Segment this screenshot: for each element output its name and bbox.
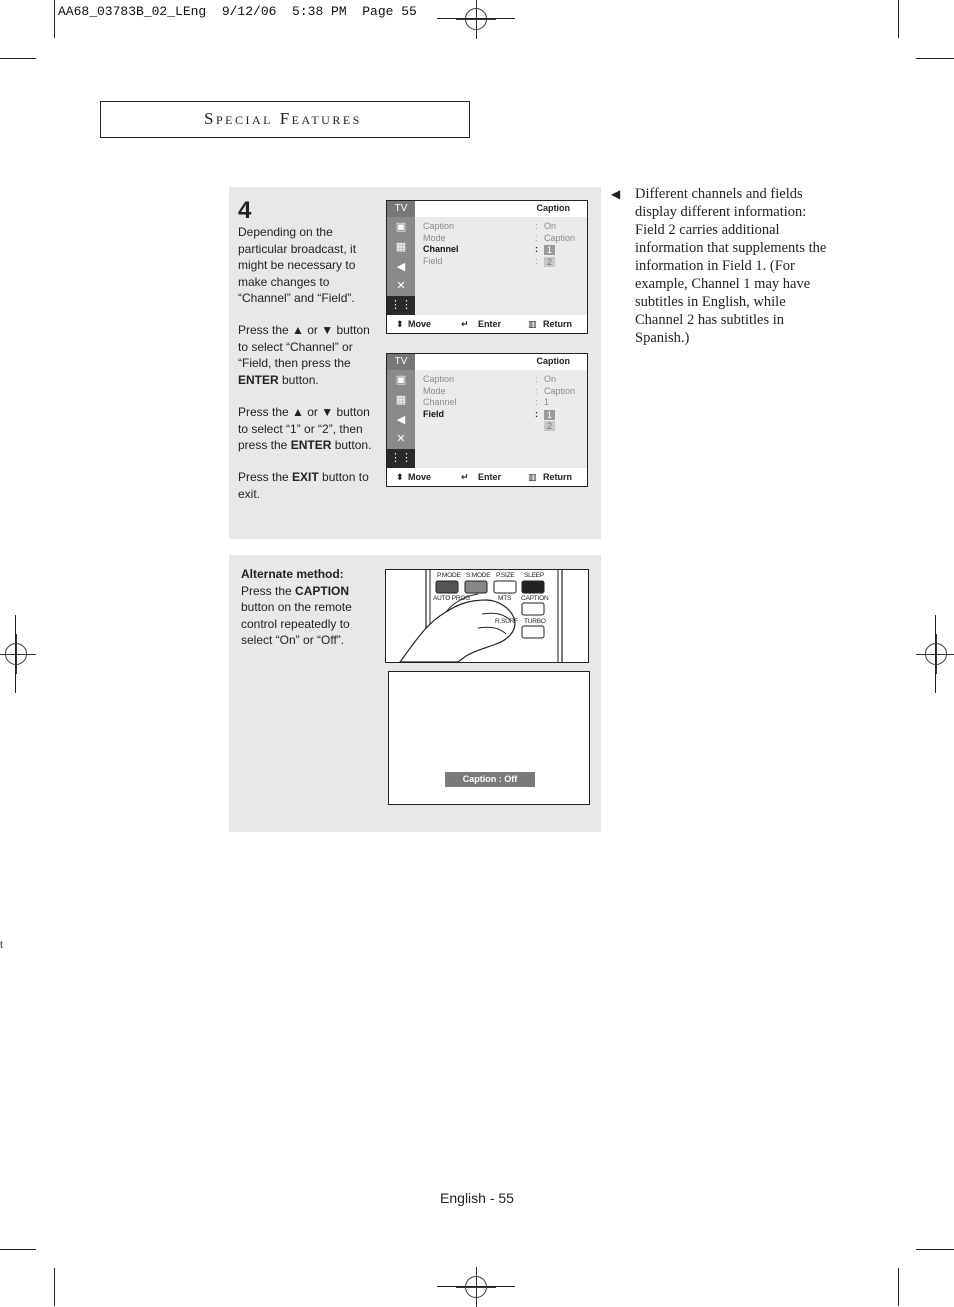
row-channel-value: 1 [544,397,550,407]
enter-icon: ↵ [461,472,469,482]
row-mode-label: Mode [423,386,446,396]
osd-footer [387,317,587,333]
return-icon: ▥ [528,472,537,482]
page-number: English - 55 [440,1190,514,1206]
row-channel-label: Channel [423,244,459,254]
crop-mark [898,0,899,38]
move-icon: ⬍ [396,472,404,482]
step-paragraph-4: Press the EXIT button to exit. [238,470,369,501]
row-colon: : [535,244,538,254]
row-colon: : [535,397,538,407]
remote-key-caption: CAPTION [521,595,549,602]
bullet-arrow-icon: ◀ [611,187,621,201]
step-paragraph-3: Press the ▲ or ▼ button to select “1” or “2”, then press the ENTER button. [238,405,372,452]
crop-mark [54,0,55,38]
osd-menu-field [386,353,588,487]
move-label: Move [408,319,432,329]
alternate-heading: Alternate method: [241,567,344,581]
crop-mark [898,1268,899,1306]
step-paragraph-1: Depending on the particular broadcast, it might be necessary to make changes to “Channel” and “Field”. [238,225,357,305]
step-number: 4 [238,197,252,224]
row-channel-label: Channel [423,397,457,407]
row-colon: : [535,374,538,384]
enter-label: Enter [478,472,502,482]
caption-status-banner: Caption : Off [445,772,535,787]
osd-sidebar [387,370,415,468]
step-paragraph-2: Press the ▲ or ▼ button to select “Channel” or “Field, then press the ENTER button. [238,323,370,387]
osd-header: Caption [536,203,570,213]
remote-key-sleep: SLEEP [524,572,544,579]
print-slug: AA68_03783B_02_LEng 9/12/06 5:38 PM Page 55 [58,4,417,19]
channel-option-2: 2 [544,257,555,267]
row-caption-value: On [544,374,557,384]
remote-illustration [385,569,589,663]
registration-mark [465,1276,487,1298]
row-colon: : [535,386,538,396]
row-caption-label: Caption [423,374,455,384]
return-icon: ▥ [528,319,537,329]
return-label: Return [543,319,572,329]
move-icon: ⬍ [396,319,404,329]
row-colon: : [535,256,538,266]
row-colon: : [535,409,538,419]
row-mode-label: Mode [423,233,446,243]
section-title: Special Features [204,109,362,128]
side-note: Different channels and fields display different information: Field 2 carries additional information that supplements the information in Field 1. (For example, Channel 1 may have subtitles in English, while Channel 2 has subtitles in Spanish.) [635,186,827,346]
crop-mark [0,1249,36,1250]
enter-label: Enter [478,319,502,329]
row-colon: : [535,221,538,231]
field-option-1: 1 [544,410,555,420]
remote-drawing [386,570,588,662]
tv-label: TV [387,354,415,370]
remote-key-mts: MTS [498,595,512,602]
osd-header: Caption [536,356,570,366]
field-option-2: 2 [544,421,555,431]
row-mode-value: Caption [544,233,576,243]
crop-mark [0,58,36,59]
row-caption-label: Caption [423,221,455,231]
crop-mark [916,58,954,59]
registration-mark [5,643,27,665]
setup-icon: ⋮⋮ [387,449,415,468]
speaker-icon: ◀ [396,261,406,273]
crop-mark [54,1268,55,1306]
speaker-icon: ◀ [396,414,406,426]
registration-mark [465,8,487,30]
row-colon: : [535,233,538,243]
sound-menu-icon: ▦ [395,394,407,406]
row-mode-value: Caption [544,386,576,396]
osd-menu-channel [386,200,588,334]
osd-footer [387,470,587,486]
move-label: Move [408,472,432,482]
tv-screen [388,671,590,805]
row-caption-value: On [544,221,557,231]
enter-icon: ↵ [461,319,469,329]
remote-key-rsurf: R.SURF [495,618,518,625]
row-field-label: Field [423,409,445,419]
return-label: Return [543,472,572,482]
antenna-icon: ✕ [396,433,406,445]
crop-mark [916,1249,954,1250]
setup-icon: ⋮⋮ [387,296,415,315]
remote-key-psize: P.SIZE [496,572,515,579]
sound-menu-icon: ▦ [395,241,407,253]
tv-label: TV [387,201,415,217]
picture-icon: ▣ [395,374,407,386]
remote-key-autoprog: AUTO PROG [433,595,471,602]
remote-key-smode: S.MODE [466,572,491,579]
picture-icon: ▣ [395,221,407,233]
antenna-icon: ✕ [396,280,406,292]
registration-mark [925,643,947,665]
osd-sidebar [387,217,415,315]
row-field-label: Field [423,256,443,266]
alternate-method-text: Alternate method: Press the CAPTION button on the remote control repeatedly to select “On” or “Off”. [241,567,352,647]
remote-key-pmode: P.MODE [437,572,461,579]
remote-key-turbo: TURBO [524,618,546,625]
channel-option-1: 1 [544,245,555,255]
stray-mark: t [0,940,3,951]
